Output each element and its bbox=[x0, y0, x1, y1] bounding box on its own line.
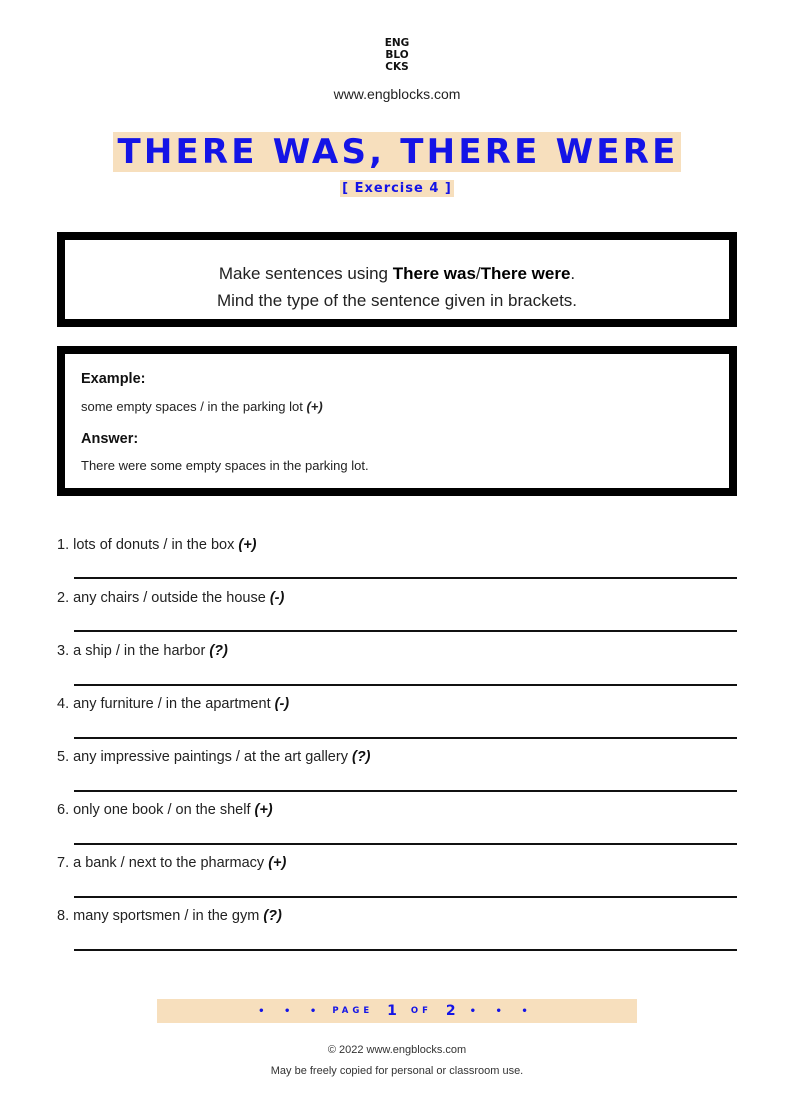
question-text: 2. any chairs / outside the house bbox=[57, 590, 270, 606]
question-text: 8. many sportsmen / in the gym bbox=[57, 908, 264, 924]
title-wrap bbox=[0, 132, 794, 172]
answer-line-7[interactable] bbox=[74, 896, 737, 898]
copyright: © 2022 www.engblocks.com bbox=[327, 1044, 467, 1056]
logo-line: ENG bbox=[384, 37, 410, 49]
example-prompt: some empty spaces / in the parking lot bbox=[81, 399, 307, 414]
question-type: (?) bbox=[351, 749, 371, 765]
question-8 bbox=[57, 908, 282, 924]
pager-page-word: PAGE bbox=[332, 1006, 374, 1016]
question-type: (+) bbox=[238, 537, 257, 553]
question-2 bbox=[57, 590, 284, 606]
pager-dots-left: • • • bbox=[258, 1005, 325, 1017]
question-text: 4. any furniture / in the apartment bbox=[57, 696, 275, 712]
answer-line-5[interactable] bbox=[74, 790, 737, 792]
example-box bbox=[57, 346, 737, 496]
exercise-label: [ Exercise 4 ] bbox=[342, 181, 452, 196]
instruction-separator: / bbox=[475, 264, 481, 283]
question-7 bbox=[57, 855, 286, 871]
question-type: (-) bbox=[269, 590, 285, 606]
question-text: 6. only one book / on the shelf bbox=[57, 802, 255, 818]
engblocks-logo bbox=[0, 37, 794, 73]
instruction-period: . bbox=[570, 264, 576, 283]
example-label: Example: bbox=[81, 371, 146, 387]
question-4 bbox=[57, 696, 289, 712]
subtitle-wrap bbox=[0, 179, 794, 197]
pager-page-number: 1 bbox=[387, 1003, 397, 1019]
question-type: (+) bbox=[268, 855, 287, 871]
question-1 bbox=[57, 537, 257, 553]
logo-line: BLO bbox=[385, 49, 409, 61]
logo-line: CKS bbox=[385, 61, 409, 73]
example-text bbox=[81, 399, 323, 414]
question-text: 3. a ship / in the harbor bbox=[57, 643, 210, 659]
question-type: (?) bbox=[209, 643, 228, 659]
instruction-line-1 bbox=[65, 260, 729, 287]
answer-line-1[interactable] bbox=[74, 577, 737, 579]
question-type: (-) bbox=[274, 696, 290, 712]
answer-line-2[interactable] bbox=[74, 630, 737, 632]
question-5 bbox=[57, 749, 371, 765]
question-6 bbox=[57, 802, 273, 818]
question-text: 7. a bank / next to the pharmacy bbox=[57, 855, 269, 871]
page-title: THERE WAS, THERE WERE bbox=[113, 132, 680, 172]
question-text: 5. any impressive paintings / at the art gallery bbox=[57, 749, 352, 765]
instruction-text: Make sentences using bbox=[218, 264, 393, 283]
answer-label: Answer: bbox=[81, 431, 139, 447]
instruction-line-2: Mind the type of the sentence given in brackets. bbox=[216, 291, 578, 310]
answer-line-6[interactable] bbox=[74, 843, 737, 845]
question-text: 1. lots of donuts / in the box bbox=[57, 537, 239, 553]
question-3 bbox=[57, 643, 228, 659]
pager-of-word: OF bbox=[410, 1006, 432, 1016]
instruction-bold-there-were: There were bbox=[480, 264, 571, 283]
answer-line-4[interactable] bbox=[74, 737, 737, 739]
pager-page-total: 2 bbox=[445, 1003, 456, 1019]
answer-line-8[interactable] bbox=[74, 949, 737, 951]
example-type: (+) bbox=[306, 399, 323, 414]
answer-line-3[interactable] bbox=[74, 684, 737, 686]
license-note: May be freely copied for personal or classroom use. bbox=[270, 1065, 524, 1077]
question-type: (+) bbox=[254, 802, 273, 818]
answer-text: There were some empty spaces in the parking lot. bbox=[81, 458, 369, 473]
instructions-box bbox=[57, 232, 737, 327]
pager-dots-right: • • • bbox=[469, 1005, 536, 1017]
instruction-bold-there-was: There was bbox=[392, 264, 476, 283]
site-url[interactable]: www.engblocks.com bbox=[333, 86, 461, 102]
question-type: (?) bbox=[263, 908, 282, 924]
page-indicator bbox=[157, 999, 637, 1023]
